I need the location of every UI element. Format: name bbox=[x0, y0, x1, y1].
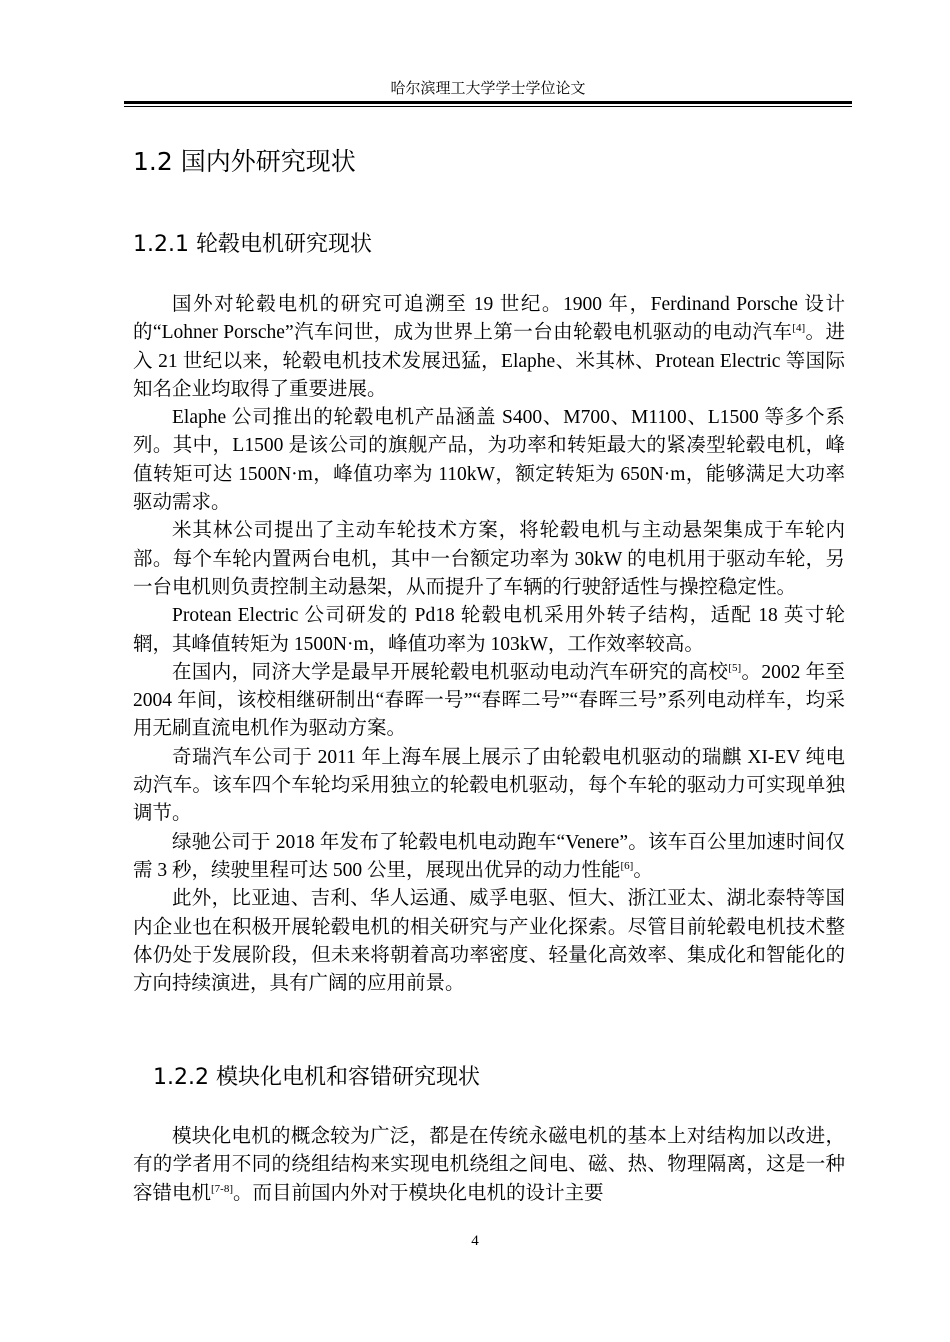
citation: [4] bbox=[792, 322, 806, 335]
subsection-2-body bbox=[133, 1123, 845, 1208]
section-heading: 1.2 国内外研究现状 bbox=[133, 147, 356, 176]
paragraph: 模块化电机的概念较为广泛，都是在传统永磁电机的基本上对结构加以改进，有的学者用不同的绕组结构来实现电机绕组之间电、磁、热、物理隔离，这是一种容错电机[7-8]。而目前国内外对于模块化电机的设计主要 bbox=[133, 1126, 845, 1204]
citation: [6] bbox=[620, 859, 634, 872]
header-rule-thin bbox=[124, 106, 852, 107]
paragraph: 此外，比亚迪、吉利、华人运通、威孚电驱、恒大、浙江亚太、湖北泰特等国内企业也在积极开展轮毂电机的相关研究与产业化探索。尽管目前轮毂电机技术整体仍处于发展阶段，但未来将朝着高功率密度、轻量化高效率、集成化和智能化的方向持续演进，具有广阔的应用前景。 bbox=[133, 888, 845, 995]
paragraph: Protean Electric 公司研发的 Pd18 轮毂电机采用外转子结构，适配 18 英寸轮辋，其峰值转矩为 1500N·m，峰值功率为 103kW，工作效率较高。 bbox=[133, 605, 845, 655]
subsection-heading-1: 1.2.1 轮毂电机研究现状 bbox=[133, 232, 372, 257]
header-rule-thick bbox=[124, 101, 852, 104]
paragraph: 米其林公司提出了主动车轮技术方案，将轮毂电机与主动悬架集成于车轮内部。每个车轮内置两台电机，其中一台额定功率为 30kW 的电机用于驱动车轮，另一台电机则负责控制主动悬架，从而提升了车辆的行驶舒适性与操控稳定性。 bbox=[133, 520, 845, 598]
paragraph: Elaphe 公司推出的轮毂电机产品涵盖 S400、M700、M1100、L1500 等多个系列。其中，L1500 是该公司的旗舰产品，为功率和转矩最大的紧凑型轮毂电机，峰值转矩可达 1500N·m，峰值功率为 110kW，额定转矩为 650N·m，能够满足大功率驱动需求。 bbox=[133, 407, 845, 514]
paragraph: 在国内，同济大学是最早开展轮毂电机驱动电动汽车研究的高校[5]。2002 年至 2004 年间，该校相继研制出“春晖一号”“春晖二号”“春晖三号”系列电动样车，均采用无刷直流电机作为驱动方案。 bbox=[133, 661, 845, 740]
citation: [7-8] bbox=[211, 1182, 234, 1195]
page-number: 4 bbox=[471, 1233, 479, 1249]
subsection-1-body bbox=[133, 291, 845, 998]
running-header: 哈尔滨理工大学学士学位论文 bbox=[390, 79, 586, 97]
paragraph: 绿驰公司于 2018 年发布了轮毂电机电动跑车“Venere”。该车百公里加速时间仅需 3 秒，续驶里程可达 500 公里，展现出优异的动力性能[6]。 bbox=[133, 831, 845, 881]
subsection-heading-2: 1.2.2 模块化电机和容错研究现状 bbox=[153, 1065, 480, 1090]
citation: [5] bbox=[728, 661, 742, 674]
paragraph: 奇瑞汽车公司于 2011 年上海车展上展示了由轮毂电机驱动的瑞麒 XI-EV 纯电动汽车。该车四个车轮均采用独立的轮毂电机驱动，每个车轮的驱动力可实现单独调节。 bbox=[133, 746, 845, 825]
paragraph: 国外对轮毂电机的研究可追溯至 19 世纪。1900 年，Ferdinand Porsche 设计的“Lohner Porsche”汽车问世，成为世界上第一台由轮毂电机驱动的电动汽车[4]。进入 21 世纪以来，轮毂电机技术发展迅猛，Elaphe、米其林、Protean Electric 等国际知名企业均取得了重要进展。 bbox=[133, 294, 845, 400]
